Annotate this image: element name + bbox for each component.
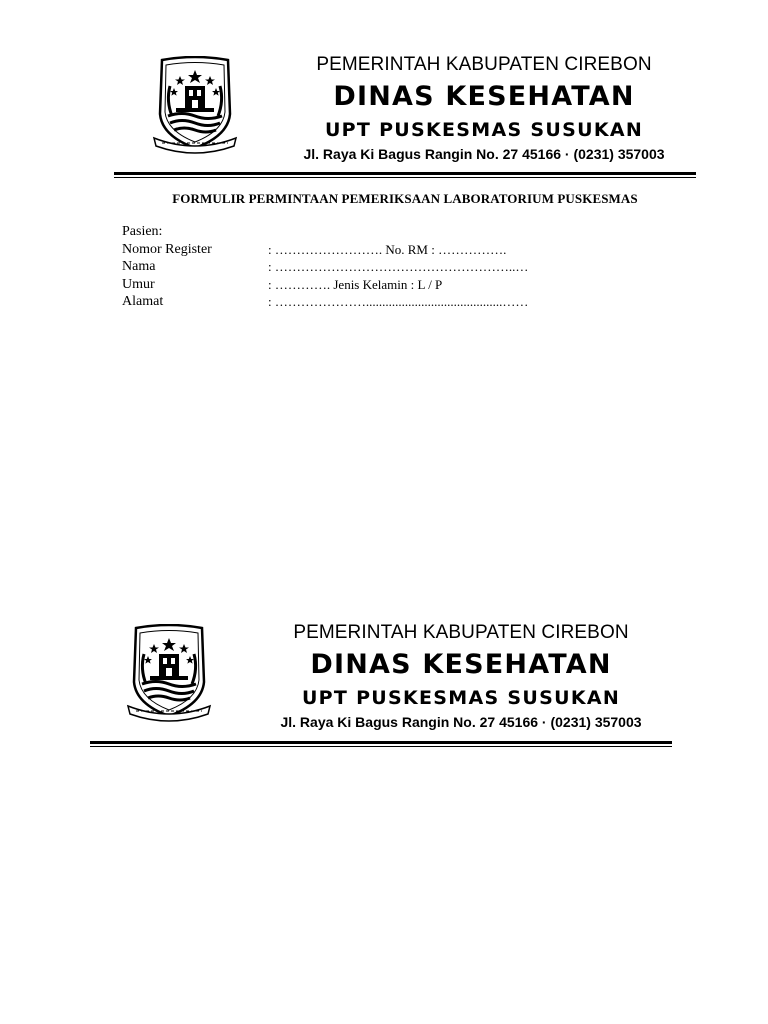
field-blank-age: : …………. Jenis Kelamin : L / P (268, 276, 443, 292)
field-blank-name: : ………………………………………………..… (268, 259, 529, 274)
regency-crest-icon (126, 624, 212, 724)
form-title: FORMULIR PERMINTAAN PEMERIKSAAN LABORATORIUM PUSKESMAS (172, 191, 638, 206)
department-name: DINAS KESEHATAN (310, 649, 612, 680)
unit-name: UPT PUSKESMAS SUSUKAN (324, 119, 644, 141)
patient-section-label: Pasien: (122, 224, 163, 239)
department-name: DINAS KESEHATAN (333, 81, 635, 112)
field-label-name: Nama (122, 259, 156, 274)
unit-name: UPT PUSKESMAS SUSUKAN (301, 687, 621, 709)
field-label-age: Umur (122, 276, 155, 292)
field-label-address: Alamat (122, 294, 164, 309)
regency-crest-icon (152, 56, 238, 156)
government-name: PEMERINTAH KABUPATEN CIREBON (316, 54, 652, 75)
letterhead-top (0, 44, 768, 184)
government-name: PEMERINTAH KABUPATEN CIREBON (293, 622, 629, 643)
letterhead-bottom (0, 612, 768, 752)
field-blank-address: : …………………..........................................…… (268, 294, 529, 309)
address-line: Jl. Raya Ki Bagus Rangin No. 27 45166 · (0231) 357003 (280, 714, 642, 730)
field-blank-register: : ……………………. No. RM : ……………. (268, 241, 507, 257)
address-line: Jl. Raya Ki Bagus Rangin No. 27 45166 · (0231) 357003 (303, 146, 665, 162)
field-label-register: Nomor Register (122, 241, 212, 257)
